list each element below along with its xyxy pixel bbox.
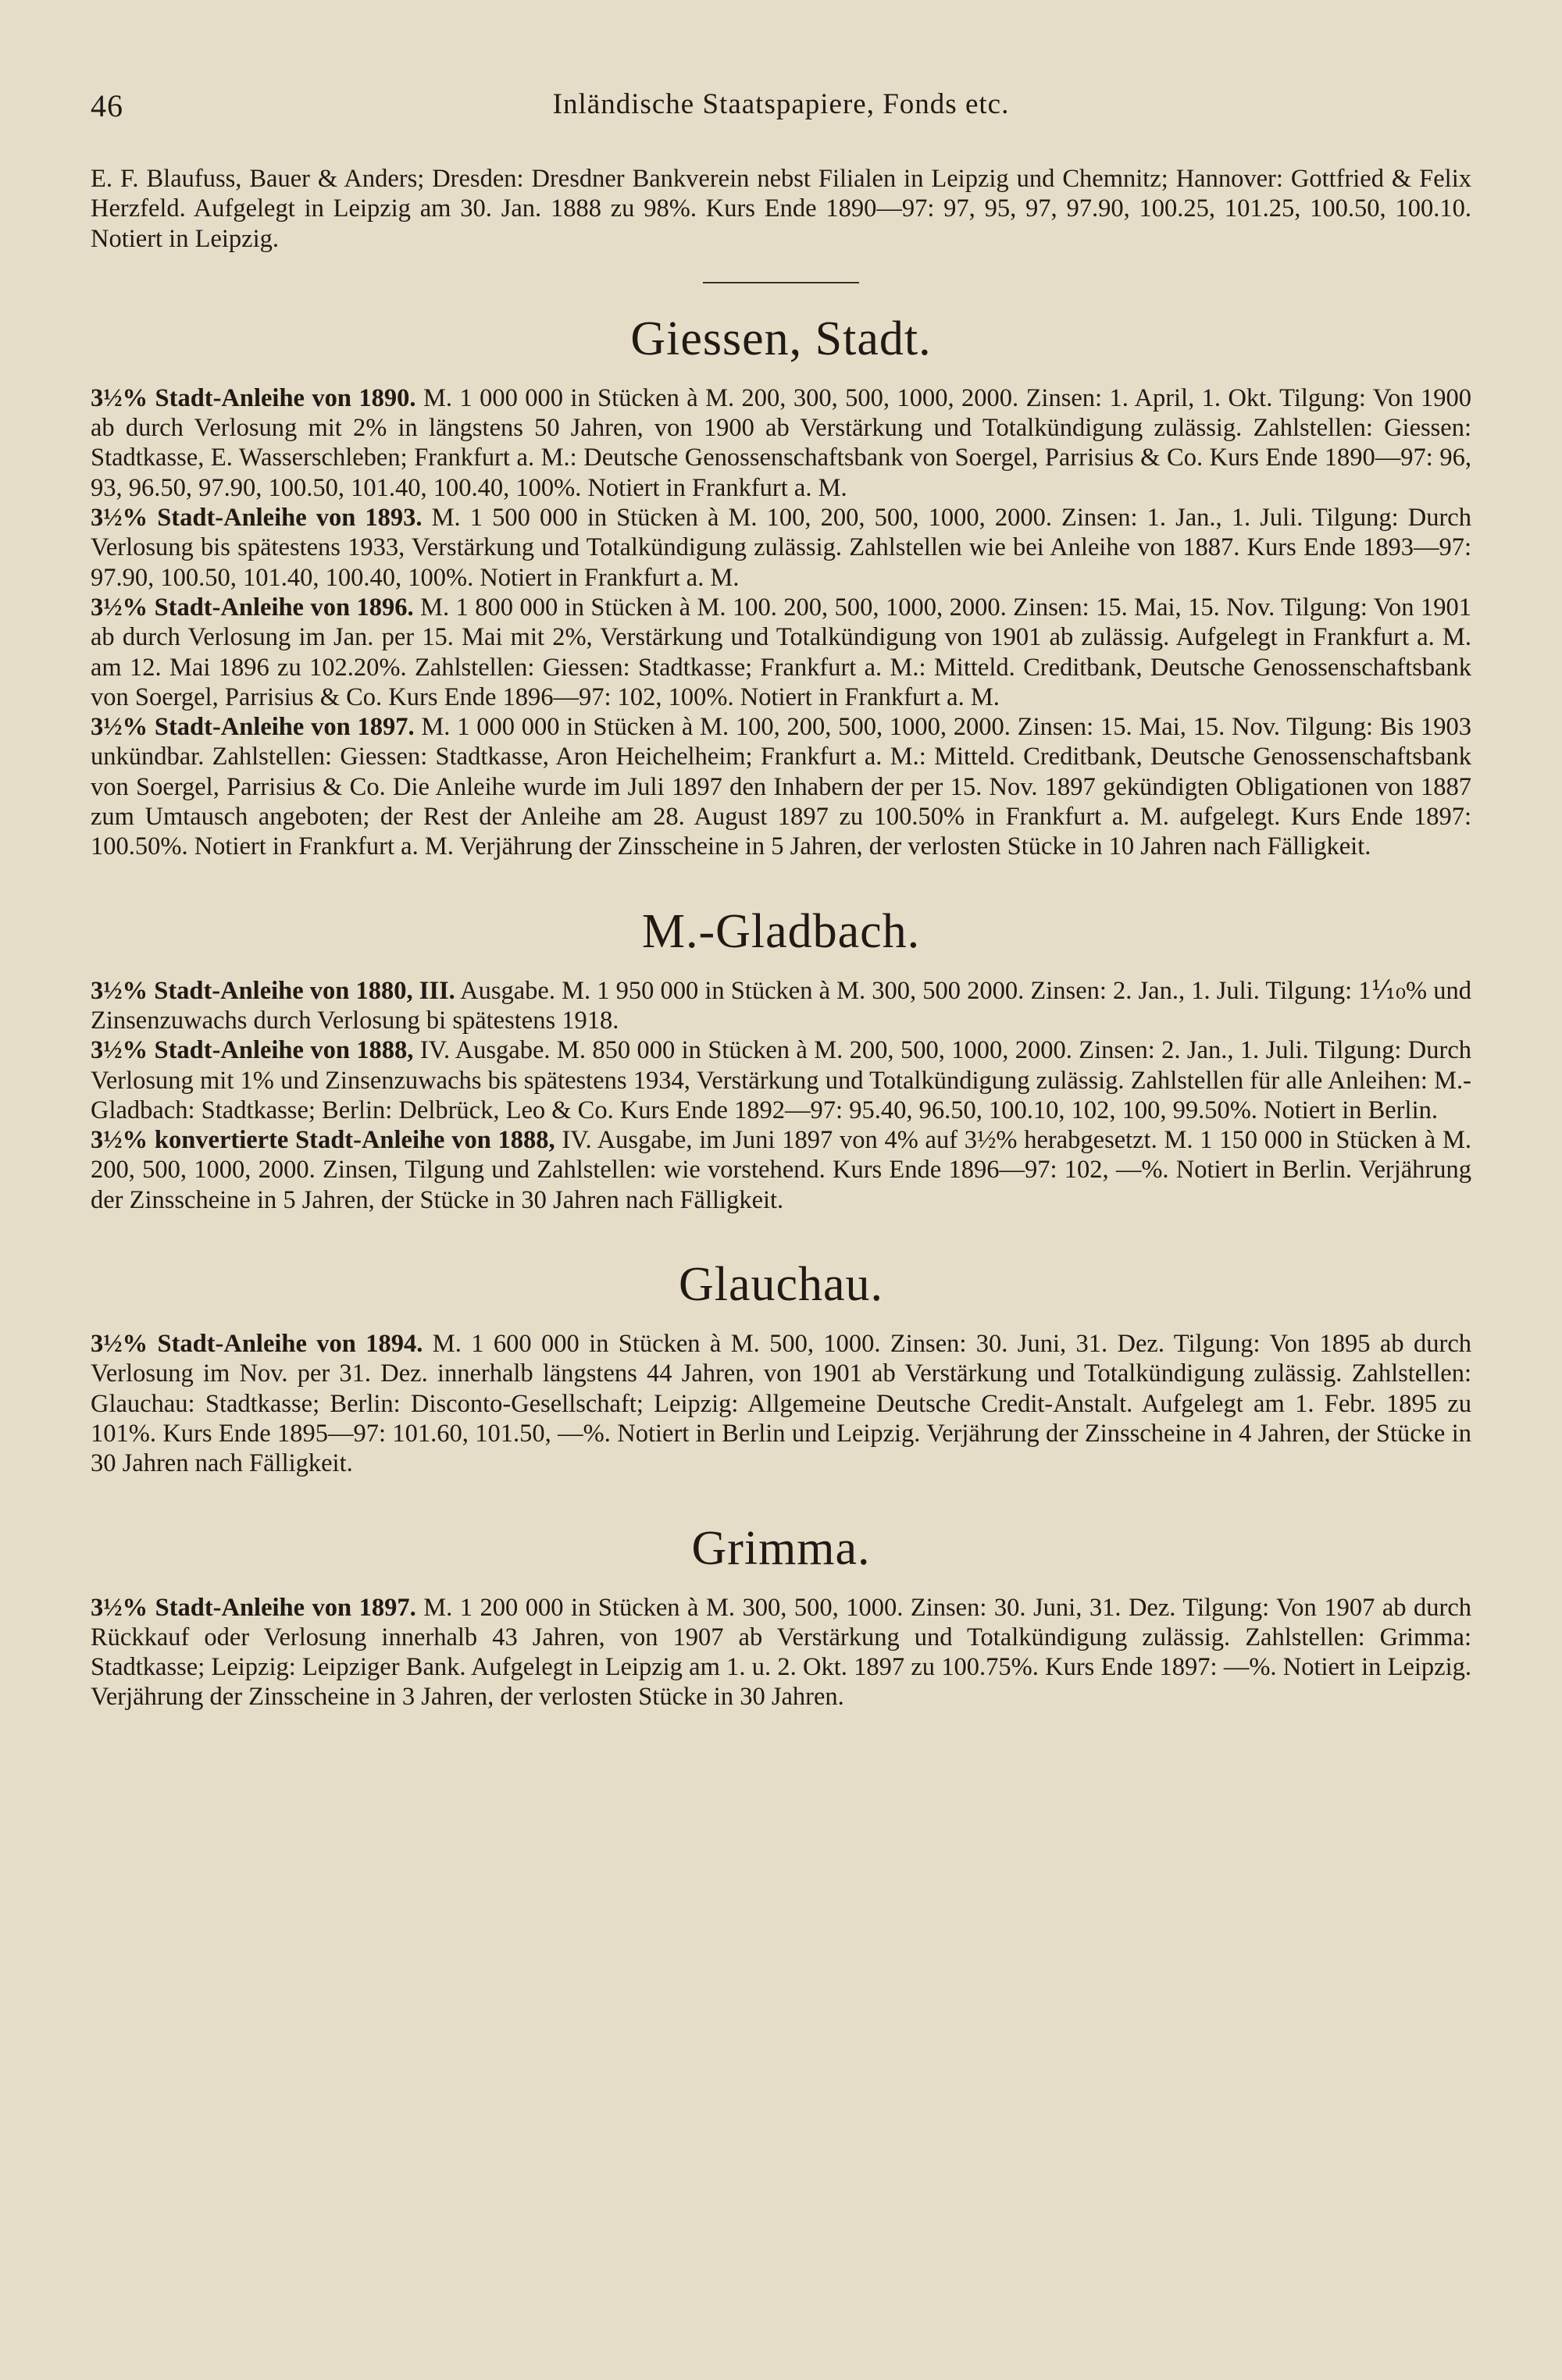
running-head <box>91 87 1471 134</box>
entry-text: M. 1 200 000 in Stücken à M. 300, 500, 1000. Zinsen: 30. Juni, 31. Dez. Tilgung: Von 1907 ab durch Rückkauf oder Verlosung innerhalb 43 Jahren, von 1907 ab Verstärkung und Totalkündigung zulässig. Zahlstellen: Grimma: Stadtkasse; Leipzig: Leipziger Bank. Aufgelegt in Leipzig am 1. u. 2. Okt. 1897 zu 100.75%. Kurs Ende 1897: —%. Notiert in Leipzig. Verjährung der Zinsscheine in 3 Jahren, der verlosten Stücke in 30 Jahren. <box>91 1593 1471 1712</box>
section-title-giessen: Giessen, Stadt. <box>630 312 932 365</box>
entry-giessen-1890 <box>91 383 1471 503</box>
entry-gladbach-1880 <box>91 976 1471 1036</box>
entry-heading: 3½% Stadt-Anleihe von 1894. <box>91 1330 423 1359</box>
entry-text: M. 1 000 000 in Stücken à M. 100, 200, 500, 1000, 2000. Zinsen: 15. Mai, 15. Nov. Tilgung: Bis 1903 unkündbar. Zahlstellen: Giessen: Stadtkasse, Aron Heichelheim; Frankfurt a. M.: Mitteld. Creditbank, Deutsche Genossenschaftsbank von Soergel, Parrisius & Co. Die Anleihe wurde im Juli 1897 den Inhabern der per 15. Nov. 1897 gekündigten Obligationen von 1887 zum Umtausch angeboten; der Rest der Anleihe am 28. August 1897 zu 100.50% in Frankfurt a. M. aufgelegt. Kurs Ende 1897: 100.50%. Notiert in Frankfurt a. M. Verjährung der Zinsscheine in 5 Jahren, der verlosten Stücke in 10 Jahren nach Fälligkeit. <box>91 713 1471 861</box>
entry-heading: 3½% Stadt-Anleihe von 1896. <box>91 593 414 622</box>
entry-text: IV. Ausgabe, im Juni 1897 von 4% auf 3½% herabgesetzt. M. 1 150 000 in Stücken à M. 200, 500, 1000, 2000. Zinsen, Tilgung und Zahlstellen: wie vorstehend. Kurs Ende 1896—97: 102, —%. Notiert in Berlin. Verjährung der Zinsscheine in 5 Jahren, der Stücke in 30 Jahren nach Fälligkeit. <box>91 1126 1471 1214</box>
entry-heading: 3½% Stadt-Anleihe von 1880, III. <box>91 976 455 1005</box>
entry-text: M. 1 600 000 in Stücken à M. 500, 1000. Zinsen: 30. Juni, 31. Dez. Tilgung: Von 1895 ab durch Verlosung im Nov. per 31. Dez. innerhalb längstens 44 Jahren, von 1901 ab Verstärkung und Totalkündigung zulässig. Zahlstellen: Glauchau: Stadtkasse; Berlin: Disconto-Gesellschaft; Leipzig: Allgemeine Deutsche Credit-Anstalt. Aufgelegt am 1. Febr. 1895 zu 101%. Kurs Ende 1895—97: 101.60, 101.50, —%. Notiert in Berlin und Leipzig. Verjährung der Zinsscheine in 4 Jahren, der Stücke in 30 Jahren nach Fälligkeit. <box>91 1330 1471 1478</box>
intro-paragraph: E. F. Blaufuss, Bauer & Anders; Dresden: Dresdner Bankverein nebst Filialen in Leipzig und Chemnitz; Hannover: Gottfried & Felix Herzfeld. Aufgelegt in Leipzig am 30. Jan. 1888 zu 98%. Kurs Ende 1890—97: 97, 95, 97, 97.90, 100.25, 101.25, 100.50, 100.10. Notiert in Leipzig. <box>91 165 1471 253</box>
entry-text: IV. Ausgabe. M. 850 000 in Stücken à M. 200, 500, 1000, 2000. Zinsen: 2. Jan., 1. Juli. Tilgung: Durch Verlosung mit 1% und Zinsenzuwachs bis spätestens 1934, Verstärkung und Totalkündigung zulässig. Zahlstellen für alle Anleihen: M.-Gladbach: Stadtkasse; Berlin: Delbrück, Leo & Co. Kurs Ende 1892—97: 95.40, 96.50, 100.10, 102, 100, 99.50%. Notiert in Berlin. <box>91 1036 1471 1124</box>
entry-text: M. 1 800 000 in Stücken à M. 100. 200, 500, 1000, 2000. Zinsen: 15. Mai, 15. Nov. Tilgung: Von 1901 ab durch Verlosung im Jan. per 15. Mai mit 2%, Verstärkung und Totalkündigung von 1901 ab zulässig. Aufgelegt in Frankfurt a. M. am 12. Mai 1896 zu 102.20%. Zahlstellen: Giessen: Stadtkasse; Frankfurt a. M.: Mitteld. Creditbank, Deutsche Genossenschaftsbank von Soergel, Parrisius & Co. Kurs Ende 1896—97: 102, 100%. Notiert in Frankfurt a. M. <box>91 593 1471 711</box>
entry-gladbach-1888-konv <box>91 1125 1471 1215</box>
page-number: 46 <box>91 88 123 123</box>
section-title-gladbach: M.-Gladbach. <box>641 904 921 958</box>
entry-text: Ausgabe. M. 1 950 000 in Stücken à M. 300, 500 2000. Zinsen: 2. Jan., 1. Juli. Tilgung: 1⅒% und Zinsenzuwachs durch Verlosung bi spätestens 1918. <box>91 976 1472 1035</box>
section-title-glauchau: Glauchau. <box>678 1258 884 1312</box>
entry-text: M. 1 500 000 in Stücken à M. 100, 200, 500, 1000, 2000. Zinsen: 1. Jan., 1. Juli. Tilgung: Durch Verlosung bis spätestens 1933, Verstärkung und Totalkündigung zulässig. Zahlstellen wie bei Anleihe von 1887. Kurs Ende 1893—97: 97.90, 100.50, 101.40, 100.40, 100%. Notiert in Frankfurt a. M. <box>91 504 1471 592</box>
entry-heading: 3½% Stadt-Anleihe von 1897. <box>91 713 415 742</box>
entry-heading: 3½% konvertierte Stadt-Anleihe von 1888, <box>91 1126 555 1155</box>
entry-giessen-1893 <box>91 503 1471 593</box>
entry-giessen-1896 <box>91 593 1471 712</box>
entry-heading: 3½% Stadt-Anleihe von 1890. <box>91 383 416 412</box>
entry-text: M. 1 000 000 in Stücken à M. 200, 300, 500, 1000, 2000. Zinsen: 1. April, 1. Okt. Tilgung: Von 1900 ab durch Verlosung mit 2% in längstens 50 Jahren, von 1900 ab Verstärkung und Totalkündigung zulässig. Zahlstellen: Giessen: Stadtkasse, E. Wasserschleben; Frankfurt a. M.: Deutsche Genossenschaftsbank von Soergel, Parrisius & Co. Kurs Ende 1890—97: 96, 93, 96.50, 97.90, 100.50, 101.40, 100.40, 100%. Notiert in Frankfurt a. M. <box>91 383 1471 502</box>
section-title-grimma: Grimma. <box>691 1521 871 1575</box>
entry-giessen-1897 <box>91 712 1471 861</box>
entry-grimma-1897 <box>91 1593 1471 1712</box>
entry-heading: 3½% Stadt-Anleihe von 1893. <box>91 504 423 533</box>
entry-heading: 3½% Stadt-Anleihe von 1897. <box>91 1593 416 1622</box>
page-content <box>91 164 1471 1712</box>
entry-glauchau-1894 <box>91 1329 1471 1478</box>
entry-gladbach-1888 <box>91 1035 1471 1125</box>
entry-heading: 3½% Stadt-Anleihe von 1888, <box>91 1036 414 1065</box>
running-title: Inländische Staatspapiere, Fonds etc. <box>552 88 1010 120</box>
